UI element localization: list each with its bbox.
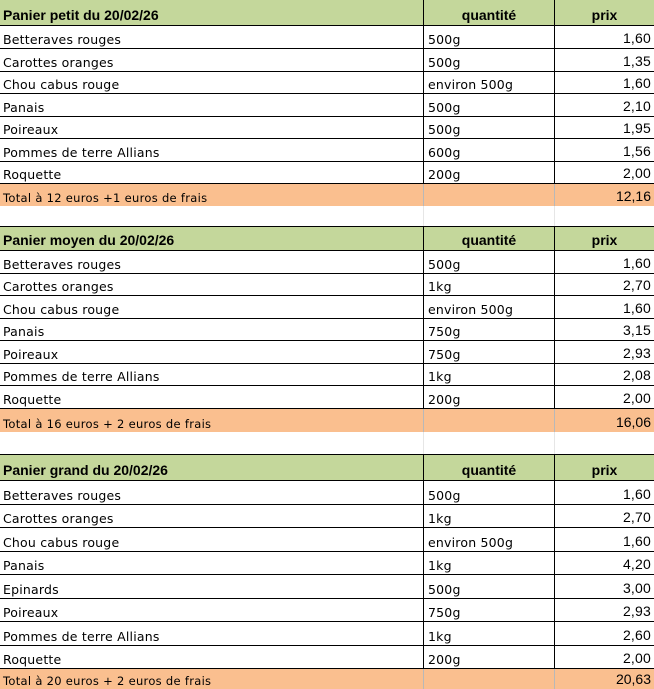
vegetable-name: Pommes de terre Allians (3, 145, 160, 160)
vegetable-quantity: 600g (423, 139, 554, 161)
vegetable-quantity: 500g (423, 251, 554, 273)
table-row (0, 646, 654, 669)
vegetable-price: 1,60 (554, 251, 654, 273)
vegetable-quantity: 1kg (423, 552, 554, 574)
vegetable-quantity: 500g (423, 26, 554, 48)
table-row (0, 26, 654, 49)
table-row (0, 162, 654, 184)
total-value: 12,16 (554, 184, 654, 206)
total-label: Total à 12 euros +1 euros de frais (3, 191, 208, 205)
vegetable-quantity: 500g (423, 94, 554, 116)
table-row (0, 94, 654, 117)
vegetable-price: 1,56 (554, 139, 654, 161)
table-header-row (0, 454, 654, 481)
vegetable-price: 4,20 (554, 552, 654, 574)
table-row (0, 528, 654, 552)
total-row (0, 184, 654, 206)
table-row (0, 117, 654, 139)
table-row (0, 386, 654, 409)
vegetable-price: 2,70 (554, 505, 654, 527)
basket-title: Panier grand du 20/02/26 (3, 462, 168, 478)
vegetable-price: 2,93 (554, 341, 654, 363)
total-label: Total à 16 euros + 2 euros de frais (3, 417, 212, 431)
quantity-column-header: quantité (423, 0, 554, 25)
basket-table-large (0, 454, 654, 689)
vegetable-price: 1,60 (554, 528, 654, 551)
vegetable-quantity: 500g (423, 481, 554, 504)
vegetable-price: 1,60 (554, 72, 654, 93)
vegetable-name: Carottes oranges (3, 279, 114, 294)
total-label: Total à 20 euros + 2 euros de frais (3, 674, 212, 688)
basket-table-small (0, 0, 654, 206)
table-row (0, 139, 654, 162)
vegetable-quantity: 750g (423, 319, 554, 340)
vegetable-name: Carottes oranges (3, 55, 114, 70)
table-row (0, 341, 654, 364)
vegetable-name: Roquette (3, 652, 62, 667)
basket-table-medium (0, 226, 654, 432)
vegetable-quantity: 1kg (423, 364, 554, 385)
vegetable-price: 2,93 (554, 599, 654, 621)
table-row (0, 274, 654, 296)
vegetable-name: Poireaux (3, 347, 59, 362)
vegetable-quantity: 200g (423, 386, 554, 408)
vegetable-quantity: 200g (423, 162, 554, 183)
vegetable-name: Chou cabus rouge (3, 302, 120, 317)
price-column-header: prix (554, 227, 654, 250)
vegetable-price: 1,95 (554, 117, 654, 138)
vegetable-price: 2,08 (554, 364, 654, 385)
table-row (0, 552, 654, 575)
vegetable-price: 1,60 (554, 26, 654, 48)
table-row (0, 575, 654, 599)
vegetable-price: 2,60 (554, 622, 654, 645)
table-row (0, 49, 654, 72)
table-row (0, 505, 654, 528)
vegetable-quantity: environ 500g (423, 528, 554, 551)
vegetable-quantity: 500g (423, 575, 554, 598)
quantity-column-header: quantité (423, 455, 554, 480)
vegetable-name: Epinards (3, 582, 59, 597)
table-row (0, 364, 654, 386)
total-quantity-empty (423, 184, 554, 206)
total-row (0, 409, 654, 432)
vegetable-name: Panais (3, 558, 45, 573)
table-row (0, 296, 654, 319)
vegetable-price: 2,00 (554, 646, 654, 668)
vegetable-name: Roquette (3, 392, 62, 407)
table-row (0, 599, 654, 622)
table-row (0, 622, 654, 646)
vegetable-quantity: 1kg (423, 622, 554, 645)
vegetable-name: Panais (3, 324, 45, 339)
vegetable-price: 3,15 (554, 319, 654, 340)
vegetable-price: 2,10 (554, 94, 654, 116)
table-header-row (0, 226, 654, 251)
total-row (0, 669, 654, 689)
vegetable-price: 2,00 (554, 162, 654, 183)
total-quantity-empty (423, 409, 554, 432)
vegetable-price: 2,70 (554, 274, 654, 295)
spacer-row (0, 206, 654, 226)
vegetable-quantity: 500g (423, 117, 554, 138)
vegetable-name: Roquette (3, 167, 62, 182)
table-row (0, 481, 654, 505)
vegetable-name: Poireaux (3, 122, 59, 137)
basket-title: Panier moyen du 20/02/26 (3, 232, 175, 248)
price-column-header: prix (554, 0, 654, 25)
vegetable-name: Poireaux (3, 605, 59, 620)
total-value: 20,63 (554, 669, 654, 689)
vegetable-name: Pommes de terre Allians (3, 369, 160, 384)
vegetable-quantity: 750g (423, 341, 554, 363)
vegetable-price: 3,00 (554, 575, 654, 598)
vegetable-quantity: 500g (423, 49, 554, 71)
vegetable-quantity: 200g (423, 646, 554, 668)
vegetable-name: Panais (3, 100, 45, 115)
table-row (0, 251, 654, 274)
quantity-column-header: quantité (423, 227, 554, 250)
table-row (0, 319, 654, 341)
basket-title: Panier petit du 20/02/26 (3, 7, 159, 23)
vegetable-price: 1,35 (554, 49, 654, 71)
vegetable-price: 2,00 (554, 386, 654, 408)
vegetable-quantity: 750g (423, 599, 554, 621)
spacer-row (0, 432, 654, 454)
vegetable-quantity: 1kg (423, 505, 554, 527)
vegetable-quantity: environ 500g (423, 72, 554, 93)
vegetable-name: Betteraves rouges (3, 32, 122, 47)
total-quantity-empty (423, 669, 554, 689)
price-column-header: prix (554, 455, 654, 480)
vegetable-quantity: 1kg (423, 274, 554, 295)
vegetable-name: Betteraves rouges (3, 488, 122, 503)
total-value: 16,06 (554, 409, 654, 432)
vegetable-quantity: environ 500g (423, 296, 554, 318)
vegetable-price: 1,60 (554, 481, 654, 504)
vegetable-name: Betteraves rouges (3, 257, 122, 272)
vegetable-name: Chou cabus rouge (3, 77, 120, 92)
vegetable-price: 1,60 (554, 296, 654, 318)
vegetable-name: Carottes oranges (3, 511, 114, 526)
vegetable-name: Chou cabus rouge (3, 535, 120, 550)
table-row (0, 72, 654, 94)
vegetable-name: Pommes de terre Allians (3, 629, 160, 644)
table-header-row (0, 0, 654, 26)
